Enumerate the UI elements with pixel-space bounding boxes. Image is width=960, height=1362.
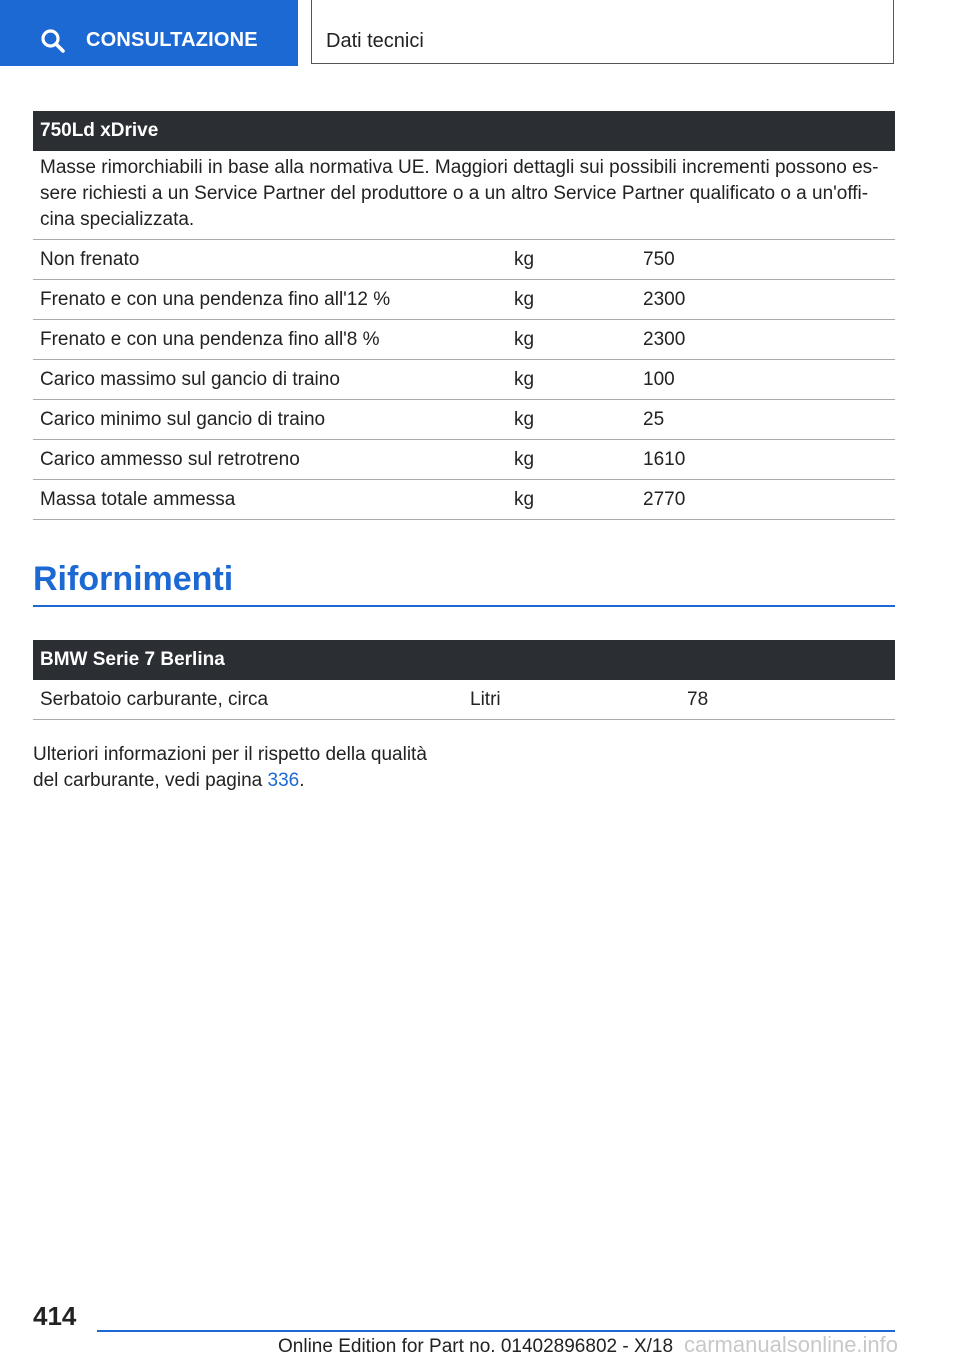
row-unit: kg (514, 329, 535, 350)
row-unit: Litri (470, 689, 501, 710)
row-value: 100 (643, 369, 675, 390)
row-label: Carico minimo sul gancio di traino (40, 409, 326, 430)
refill-table (33, 640, 895, 720)
row-value: 2300 (643, 289, 686, 310)
table-row (33, 360, 895, 400)
row-label: Non frenato (40, 249, 140, 270)
row-label: Carico ammesso sul retrotreno (40, 449, 300, 470)
trailer-table-title: 750Ld xDrive (33, 111, 895, 151)
header-bar (0, 0, 960, 66)
row-unit: kg (514, 369, 535, 390)
watermark: carmanualsonline.info (684, 1332, 899, 1357)
table-row (33, 240, 895, 280)
trailer-table-note: Masse rimorchiabili in base alla normativa UE. Maggiori dettagli sui possibili incrementi possono es-sere richiesti a un Service Partner del produttore o a un altro Service Partner qualificato o a un'offi-cina specializzata. (33, 151, 895, 240)
section-title-box (311, 0, 894, 64)
consultazione-tab[interactable] (0, 0, 298, 66)
row-unit: kg (514, 409, 535, 430)
section-title: Dati tecnici (326, 30, 424, 52)
table-row (33, 680, 895, 720)
note-end: . (299, 770, 305, 791)
row-unit: kg (514, 289, 535, 310)
row-label: Serbatoio carburante, circa (40, 689, 269, 710)
search-icon (40, 28, 66, 54)
page-link[interactable]: 336 (267, 770, 300, 791)
row-value: 25 (643, 409, 665, 430)
row-label: Frenato e con una pendenza fino all'8 % (40, 329, 380, 350)
table-row (33, 400, 895, 440)
row-value: 750 (643, 249, 675, 270)
fuel-quality-note (33, 742, 453, 794)
consultazione-label: CONSULTAZIONE (86, 29, 258, 51)
edition-text: Online Edition for Part no. 01402896802 - X/18 (278, 1336, 674, 1357)
row-label: Massa totale ammessa (40, 489, 236, 510)
row-unit: kg (514, 449, 535, 470)
row-value: 78 (687, 689, 709, 710)
refill-table-title: BMW Serie 7 Berlina (33, 640, 895, 680)
rifornimenti-heading: Rifornimenti (33, 560, 234, 598)
table-row (33, 440, 895, 480)
table-row (33, 280, 895, 320)
note-text: Ulteriori informazioni per il rispetto della qualità del carburante, vedi pagina (33, 744, 427, 791)
row-value: 1610 (643, 449, 686, 470)
table-row (33, 480, 895, 520)
row-label: Carico massimo sul gancio di traino (40, 369, 340, 390)
heading-rule (33, 605, 895, 607)
page-number: 414 (33, 1301, 77, 1331)
table-row (33, 320, 895, 360)
row-value: 2300 (643, 329, 686, 350)
row-unit: kg (514, 249, 535, 270)
trailer-load-table (33, 111, 895, 520)
row-value: 2770 (643, 489, 686, 510)
row-label: Frenato e con una pendenza fino all'12 % (40, 289, 391, 310)
row-unit: kg (514, 489, 535, 510)
